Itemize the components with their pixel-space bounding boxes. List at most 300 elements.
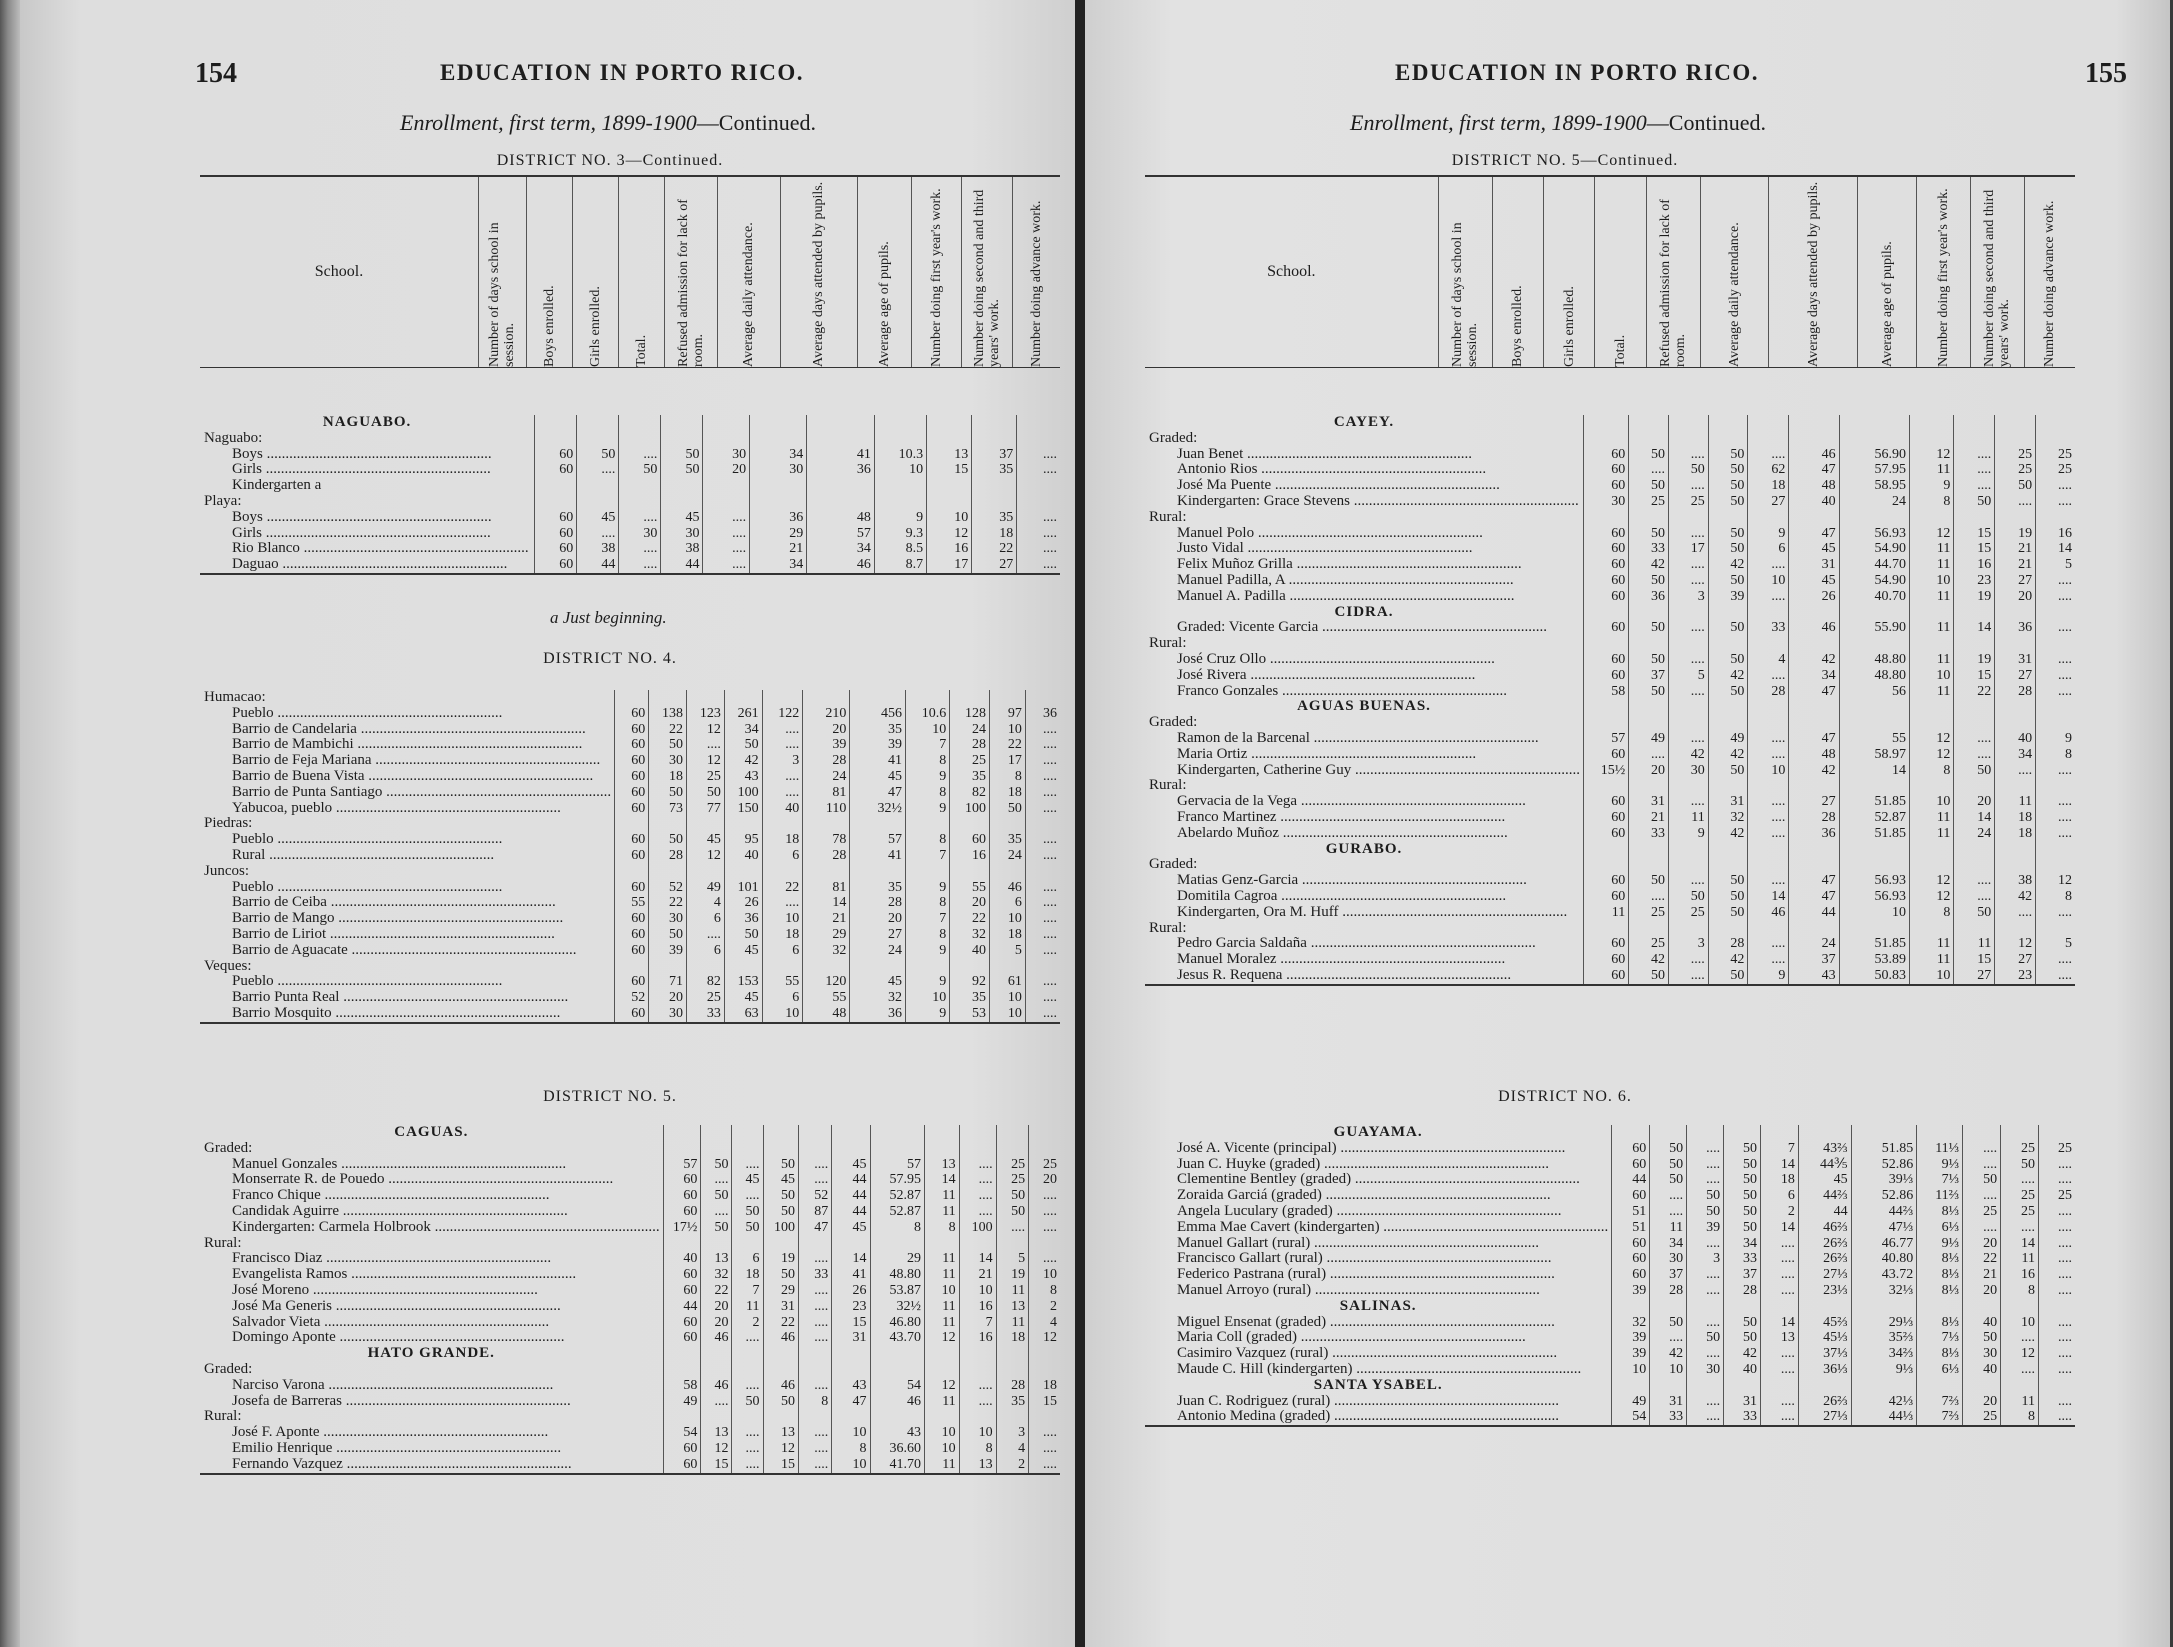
table-row	[200, 785, 1060, 801]
girls-cell	[1668, 778, 1708, 794]
section-heading: GUAYAMA.	[1333, 1125, 1423, 1140]
empty-cell	[996, 1346, 1029, 1362]
empty-cell	[1954, 415, 1995, 431]
boys-cell: ....	[701, 1172, 732, 1188]
first-year-cell: 15	[1954, 668, 1995, 684]
second-third-cell: 25	[1995, 447, 2036, 463]
first-year-cell: 25	[1963, 1204, 2001, 1220]
first-year-cell: 20	[1963, 1394, 2001, 1410]
caption-suffix: —Continued.	[696, 110, 816, 135]
boys-cell: 28	[649, 848, 687, 864]
first-year-cell: 12	[927, 526, 972, 542]
table-row	[1145, 905, 2075, 921]
empty-cell	[1909, 842, 1953, 858]
first-year-cell: ....	[1954, 462, 1995, 478]
girls-cell: ....	[732, 1441, 763, 1457]
avg-age-cell	[925, 1409, 960, 1425]
total-cell: 50	[763, 1204, 799, 1220]
girls-cell: ....	[1687, 1141, 1724, 1157]
girls-cell	[687, 959, 725, 975]
first-year-cell	[950, 690, 990, 706]
refused-cell: ....	[762, 769, 803, 785]
days-cell: 60	[663, 1441, 701, 1457]
second-third-cell	[1995, 510, 2036, 526]
first-year-cell: 27	[1954, 968, 1995, 985]
girls-cell: 11	[732, 1299, 763, 1315]
table-row	[1145, 936, 2075, 952]
girls-cell: ....	[1668, 684, 1708, 700]
total-cell: 15	[763, 1457, 799, 1474]
second-third-cell: 50	[1995, 478, 2036, 494]
second-third-cell: 10	[2001, 1315, 2039, 1331]
table-row	[200, 1267, 1060, 1283]
second-third-cell: 11	[1995, 794, 2036, 810]
avg-age-cell: 10	[905, 990, 949, 1006]
empty-cell	[1954, 842, 1995, 858]
avg-age-cell: 11	[925, 1267, 960, 1283]
empty-cell	[799, 1125, 832, 1141]
advance-cell: 9	[2036, 731, 2075, 747]
avg-daily-cell: 26	[1789, 589, 1839, 605]
avg-days-cell: 32½	[850, 801, 906, 817]
avg-daily-cell: 10	[832, 1425, 870, 1441]
second-third-cell: 6	[989, 895, 1025, 911]
refused-cell: ....	[762, 895, 803, 911]
table-row	[200, 1188, 1060, 1204]
avg-age-cell: 8	[905, 753, 949, 769]
second-third-cell: ....	[1995, 494, 2036, 510]
school-name-cell: Daguao ............................................................	[200, 557, 535, 574]
table-row	[1145, 1141, 2075, 1157]
first-year-cell	[959, 1362, 996, 1378]
avg-daily-cell: 45	[1798, 1172, 1851, 1188]
refused-cell: 2	[1761, 1204, 1799, 1220]
days-cell: 60	[1584, 826, 1629, 842]
second-third-cell: 21	[1995, 541, 2036, 557]
refused-cell: ....	[799, 1315, 832, 1331]
second-third-cell: 16	[2001, 1267, 2039, 1283]
second-third-cell: 50	[996, 1188, 1029, 1204]
total-cell: 50	[1708, 573, 1748, 589]
empty-cell	[1761, 1125, 1799, 1141]
empty-cell	[732, 1346, 763, 1362]
days-cell: 60	[615, 801, 649, 817]
section-heading-row	[1145, 1125, 2075, 1141]
girls-cell: 3	[1687, 1251, 1724, 1267]
boys-cell: 22	[649, 895, 687, 911]
empty-cell	[2036, 699, 2075, 715]
empty-cell	[1954, 605, 1995, 621]
girls-cell: ....	[619, 510, 661, 526]
school-name-cell: Playa:	[204, 493, 242, 509]
avg-days-cell: 52.87	[870, 1204, 925, 1220]
total-cell: 50	[1708, 905, 1748, 921]
table-row	[1145, 731, 2075, 747]
days-cell: 60	[1612, 1236, 1650, 1252]
table-row	[200, 753, 1060, 769]
empty-cell	[2039, 1125, 2075, 1141]
avg-daily-cell	[1789, 636, 1839, 652]
avg-daily-cell: 44	[832, 1204, 870, 1220]
avg-age-cell: 11	[1909, 557, 1953, 573]
avg-age-cell: 7⅔	[1917, 1409, 1963, 1426]
advance-cell: ....	[2036, 652, 2075, 668]
avg-days-cell: 48.80	[870, 1267, 925, 1283]
advance-cell: 16	[2036, 526, 2075, 542]
total-cell: 49	[1708, 731, 1748, 747]
empty-cell	[663, 1125, 701, 1141]
caption-text: Enrollment, first term, 1899-1900	[400, 110, 697, 135]
school-name-cell: Kindergarten, Ora M. Huff ............................................................	[1177, 904, 1568, 920]
advance-cell: 10	[1029, 1267, 1060, 1283]
total-cell: 50	[1708, 889, 1748, 905]
first-year-cell: 32	[950, 927, 990, 943]
girls-cell: 6	[732, 1251, 763, 1267]
table-row	[1145, 778, 2075, 794]
boys-cell: 50	[1650, 1157, 1687, 1173]
avg-daily-cell: 27⅓	[1798, 1409, 1851, 1426]
days-cell	[663, 1409, 701, 1425]
empty-cell	[1708, 605, 1748, 621]
second-third-cell: 38	[1995, 873, 2036, 889]
empty-cell	[1917, 1125, 1963, 1141]
advance-column-header: Number doing advance work.	[1029, 200, 1045, 367]
second-third-cell: 10	[989, 990, 1025, 1006]
days-cell	[1584, 857, 1629, 873]
empty-cell	[661, 415, 703, 431]
boys-cell: 50	[1650, 1172, 1687, 1188]
advance-cell: ....	[1025, 801, 1060, 817]
avg-daily-cell	[803, 959, 850, 975]
boys-cell: 33	[1629, 826, 1669, 842]
school-name-cell: Abelardo Muñoz ............................................................	[1177, 825, 1508, 841]
avg-daily-cell: 78	[803, 832, 850, 848]
advance-cell: ....	[2039, 1236, 2075, 1252]
boys-cell: 25	[1629, 936, 1669, 952]
avg-age-cell	[925, 1141, 960, 1157]
table-row	[200, 959, 1060, 975]
table-row	[1145, 921, 2075, 937]
boys-cell: ....	[1650, 1330, 1687, 1346]
second-third-cell: 25	[2001, 1188, 2039, 1204]
days-cell: 60	[615, 1006, 649, 1023]
avg-daily-cell: 44	[1798, 1204, 1851, 1220]
girls-cell: ....	[1668, 731, 1708, 747]
girls-cell: ....	[1668, 968, 1708, 985]
first-year-cell: 16	[959, 1299, 996, 1315]
girls-cell: 7	[732, 1283, 763, 1299]
avg-days-cell	[870, 1362, 925, 1378]
empty-cell	[959, 1346, 996, 1362]
first-year-cell: 14	[1954, 620, 1995, 636]
boys-cell	[701, 1362, 732, 1378]
avg-age-cell: 9	[905, 880, 949, 896]
boys-cell: 71	[649, 974, 687, 990]
boys-cell: 50	[1629, 873, 1669, 889]
empty-cell	[2001, 1299, 2039, 1315]
refused-cell: 10	[1748, 763, 1789, 779]
second-third-cell: 13	[996, 1299, 1029, 1315]
avg-daily-cell: 46	[1789, 447, 1839, 463]
avg-days-cell: 46	[870, 1394, 925, 1410]
boys-cell	[1629, 431, 1669, 447]
total-cell: 50	[724, 927, 762, 943]
section-heading: NAGUABO.	[322, 415, 412, 430]
empty-cell	[1748, 842, 1789, 858]
days-cell: 60	[535, 541, 577, 557]
girls-cell: 30	[1668, 763, 1708, 779]
avg-daily-cell: 27⅓	[1798, 1267, 1851, 1283]
empty-cell	[1650, 1378, 1687, 1394]
avg-daily-cell: 31	[1789, 557, 1839, 573]
avg-daily-cell: 34	[1789, 668, 1839, 684]
boys-cell: 50	[701, 1157, 732, 1173]
girls-cell: 50	[732, 1204, 763, 1220]
total-cell	[763, 1362, 799, 1378]
avg-daily-column-header: Average daily attendance.	[1726, 222, 1742, 367]
first-year-cell	[1954, 636, 1995, 652]
advance-cell: ....	[1025, 722, 1060, 738]
empty-cell	[2036, 415, 2075, 431]
avg-age-cell	[925, 1362, 960, 1378]
avg-days-cell: 29⅓	[1851, 1315, 1917, 1331]
second-third-cell: 18	[989, 785, 1025, 801]
total-cell: 42	[724, 753, 762, 769]
school-name-cell: Rural:	[1149, 636, 1187, 652]
days-cell: 10	[1612, 1362, 1650, 1378]
avg-daily-cell: 43	[1789, 968, 1839, 985]
avg-daily-cell: 47	[1789, 684, 1839, 700]
empty-cell	[925, 1125, 960, 1141]
boys-cell: 50	[649, 927, 687, 943]
avg-daily-cell: 110	[803, 801, 850, 817]
avg-daily-cell: 28	[803, 753, 850, 769]
refused-cell: ....	[799, 1330, 832, 1346]
girls-cell: 6	[687, 911, 725, 927]
empty-cell	[1668, 842, 1708, 858]
avg-days-cell	[850, 816, 906, 832]
avg-age-cell	[905, 690, 949, 706]
days-cell: 49	[663, 1394, 701, 1410]
second-third-cell: 19	[1995, 526, 2036, 542]
avg-days-cell: 57.95	[1839, 462, 1909, 478]
advance-cell: ....	[2039, 1157, 2075, 1173]
school-name-cell: Rural:	[1149, 778, 1187, 794]
school-name-cell: Candidak Aguirre ............................................................	[232, 1203, 568, 1219]
empty-cell	[1687, 1378, 1724, 1394]
empty-cell	[1612, 1378, 1650, 1394]
refused-cell: ....	[762, 722, 803, 738]
girls-cell: ....	[619, 557, 661, 574]
advance-cell: ....	[2036, 494, 2075, 510]
avg-age-cell: 8⅓	[1917, 1251, 1963, 1267]
avg-age-cell: 9	[905, 1006, 949, 1023]
avg-days-cell: 51.85	[1851, 1141, 1917, 1157]
empty-cell	[925, 1346, 960, 1362]
refused-cell: 122	[762, 706, 803, 722]
first-year-cell: 24	[950, 722, 990, 738]
second-third-cell	[1995, 857, 2036, 873]
school-name-cell: Barrio de Buena Vista ............................................................	[232, 768, 594, 784]
refused-cell: ....	[1761, 1346, 1799, 1362]
boys-cell: 50	[649, 785, 687, 801]
advance-cell: ....	[1017, 557, 1060, 574]
school-name-cell: Emma Mae Cavert (kindergarten) ............................................................	[1177, 1219, 1609, 1235]
days-cell: 60	[535, 557, 577, 574]
avg-daily-cell: 47	[1789, 873, 1839, 889]
second-third-cell	[972, 494, 1017, 510]
school-name-cell: Manuel A. Padilla ............................................................	[1177, 588, 1515, 604]
first-year-cell: 50	[1954, 905, 1995, 921]
advance-cell	[2036, 778, 2075, 794]
first-year-cell	[1954, 921, 1995, 937]
total-cell: 42	[1708, 952, 1748, 968]
advance-cell	[1017, 494, 1060, 510]
advance-cell: 18	[1029, 1378, 1060, 1394]
first-year-cell: ....	[1954, 747, 1995, 763]
table-row	[200, 494, 1060, 510]
first-year-cell: 16	[1954, 557, 1995, 573]
empty-cell	[2039, 1299, 2075, 1315]
advance-cell: 12	[2036, 873, 2075, 889]
avg-daily-cell: 42	[1789, 652, 1839, 668]
boys-cell: ....	[577, 526, 619, 542]
total-cell: 31	[1724, 1394, 1761, 1410]
total-cell: 45	[763, 1172, 799, 1188]
advance-cell	[1025, 690, 1060, 706]
table-row	[200, 1220, 1060, 1236]
table-row	[200, 1330, 1060, 1346]
refused-cell: ....	[762, 737, 803, 753]
first-year-cell	[1954, 715, 1995, 731]
school-name-cell: Girls ............................................................	[232, 462, 491, 478]
refused-cell	[1748, 857, 1789, 873]
table-row	[200, 526, 1060, 542]
avg-daily-cell: 30	[750, 462, 807, 478]
table-row	[1145, 636, 2075, 652]
avg-daily-cell: 45	[1789, 541, 1839, 557]
avg-days-cell: 45	[850, 974, 906, 990]
refused-cell: ....	[1748, 589, 1789, 605]
table-row	[1145, 873, 2075, 889]
table-row	[200, 801, 1060, 817]
table-row	[1145, 968, 2075, 985]
table-row	[200, 447, 1060, 463]
advance-cell: 25	[2039, 1188, 2075, 1204]
table-row	[1145, 1362, 2075, 1378]
avg-daily-cell: 44	[832, 1172, 870, 1188]
avg-age-cell: 8	[905, 785, 949, 801]
second-third-cell: ....	[2001, 1172, 2039, 1188]
avg-days-cell: 57.95	[870, 1172, 925, 1188]
girls-cell: 9	[1668, 826, 1708, 842]
avg-days-cell: 54.90	[1839, 573, 1909, 589]
empty-cell	[619, 415, 661, 431]
avg-daily-cell: 26	[832, 1283, 870, 1299]
advance-cell: ....	[2036, 668, 2075, 684]
avg-age-cell	[905, 864, 949, 880]
boys-cell	[1629, 778, 1669, 794]
first-year-cell: 50	[1963, 1172, 2001, 1188]
refused-cell: 28	[1748, 684, 1789, 700]
days-cell: 60	[615, 832, 649, 848]
avg-days-cell: 46.77	[1851, 1236, 1917, 1252]
avg-daily-cell: 26⅔	[1798, 1236, 1851, 1252]
total-cell: 28	[1724, 1283, 1761, 1299]
table-row	[200, 895, 1060, 911]
empty-cell	[1708, 415, 1748, 431]
empty-cell	[1584, 415, 1629, 431]
total-cell	[724, 864, 762, 880]
school-name-cell: Juan C. Rodriguez (rural) ............................................................	[1177, 1393, 1560, 1409]
girls-cell	[732, 1236, 763, 1252]
avg-age-cell: 12	[1909, 889, 1953, 905]
refused-cell: 14	[1761, 1220, 1799, 1236]
first-year-cell: 22	[1954, 684, 1995, 700]
advance-cell: 8	[2036, 889, 2075, 905]
empty-cell	[927, 415, 972, 431]
avg-age-cell: 11	[925, 1315, 960, 1331]
girls-cell: ....	[732, 1330, 763, 1346]
girls-cell: 25	[1668, 494, 1708, 510]
advance-cell: ....	[2036, 952, 2075, 968]
girls-cell	[619, 478, 661, 494]
avg-days-cell: 51.85	[1839, 826, 1909, 842]
caption-suffix: —Continued.	[1646, 110, 1766, 135]
advance-cell	[1025, 959, 1060, 975]
refused-cell: ....	[1748, 557, 1789, 573]
refused-cell: ....	[1748, 936, 1789, 952]
avg-age-column-header: Average age of pupils.	[1879, 241, 1895, 367]
boys-cell: 49	[1629, 731, 1669, 747]
second-third-cell: ....	[2001, 1362, 2039, 1378]
second-third-cell: 11	[996, 1315, 1029, 1331]
avg-age-cell: 12	[1909, 731, 1953, 747]
empty-cell	[2001, 1378, 2039, 1394]
avg-daily-cell: 34	[750, 447, 807, 463]
refused-cell: ....	[799, 1283, 832, 1299]
avg-daily-cell	[750, 478, 807, 494]
first-year-cell: ....	[1954, 889, 1995, 905]
boys-cell: 52	[649, 880, 687, 896]
first-year-cell: ....	[1963, 1220, 2001, 1236]
girls-cell: 42	[1668, 747, 1708, 763]
days-cell: 60	[535, 462, 577, 478]
boys-cell	[649, 690, 687, 706]
total-cell: 31	[763, 1299, 799, 1315]
avg-age-cell	[905, 816, 949, 832]
avg-age-cell: 7⅓	[1917, 1330, 1963, 1346]
days-cell: 60	[1612, 1188, 1650, 1204]
girls-cell: 45	[732, 1172, 763, 1188]
refused-cell	[799, 1409, 832, 1425]
table-row	[200, 1441, 1060, 1457]
school-name-cell: Pueblo ............................................................	[232, 832, 503, 848]
district-heading: DISTRICT NO. 5—Continued.	[1451, 152, 1679, 169]
avg-daily-cell: 36⅓	[1798, 1362, 1851, 1378]
first-year-cell	[927, 431, 972, 447]
second-third-cell	[996, 1409, 1029, 1425]
girls-cell: ....	[1687, 1172, 1724, 1188]
school-name-cell: Narciso Varona ............................................................	[232, 1377, 554, 1393]
total-cell: 50	[1724, 1315, 1761, 1331]
avg-days-cell: 34⅔	[1851, 1346, 1917, 1362]
girls-cell: 50	[619, 462, 661, 478]
refused-cell: 27	[1748, 494, 1789, 510]
boys-cell: 50	[701, 1220, 732, 1236]
school-name-cell: Evangelista Ramos ............................................................	[232, 1267, 577, 1283]
avg-age-cell: 8⅓	[1917, 1267, 1963, 1283]
